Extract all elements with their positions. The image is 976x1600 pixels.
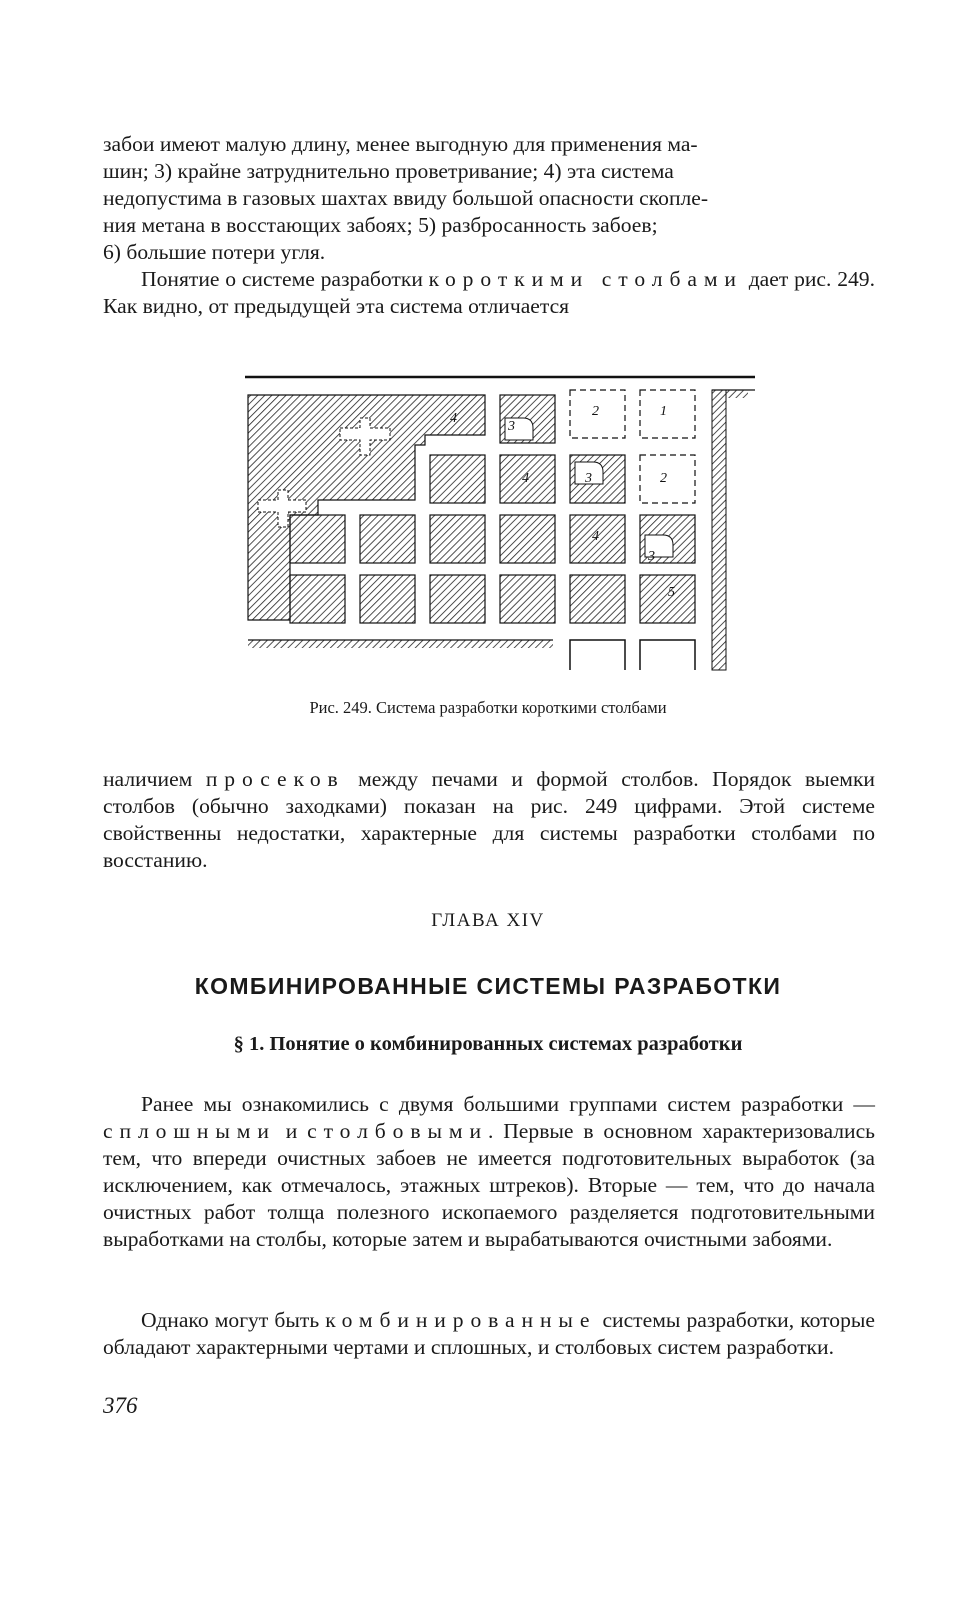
- paragraph-short-pillars: [103, 266, 875, 320]
- text-line: забои имеют малую длину, менее выгодную для применения ма-: [103, 132, 698, 156]
- emphasized-term: короткими столбами: [428, 267, 743, 291]
- text-run: системы разработки, которые обладают характерными чертами и сплошных, и столбовых систем разработки.: [103, 1308, 875, 1359]
- coal-pillar: [500, 515, 555, 563]
- chapter-title: КОМБИНИРОВАННЫЕ СИСТЕМЫ РАЗРАБОТКИ: [194, 973, 782, 999]
- page-number: 376: [103, 1393, 138, 1418]
- text-run: Ранее мы ознакомились с двумя большими группами систем разработки —: [141, 1092, 875, 1116]
- text-line: 6) большие потери угля.: [103, 240, 326, 264]
- figure-caption: Рис. 249. Система разработки короткими столбами: [309, 698, 667, 717]
- text-run: Понятие о системе разработки: [141, 267, 429, 291]
- text-run: . Первые в основном характеризовались тем, что впереди очистных забоев не имеется подготовительных выработок (за исключением, как отмечалось, этажных штреков). Вторые — тем, что до начала очистных работ толща полезного ископаемого разделяется подготовительными выработками на столбы, которые затем и вырабатываются очистными забоями.: [103, 1119, 876, 1251]
- figure-249-mine-layout: [240, 370, 760, 680]
- pillar-order-label: 4: [522, 471, 529, 486]
- pillar-order-label: 4: [592, 529, 599, 544]
- pillar-order-label: 5: [668, 585, 675, 600]
- coal-pillar: [570, 575, 625, 623]
- pillar-order-label: 3: [585, 471, 592, 486]
- coal-pillar: [290, 575, 345, 623]
- text-run: Однако могут быть: [141, 1308, 326, 1332]
- emphasized-term: столбовыми: [307, 1119, 488, 1143]
- coal-pillar: [360, 515, 415, 563]
- paragraph-crosscuts: [103, 766, 875, 874]
- section-title: § 1. Понятие о комбинированных системах разработки: [233, 1033, 743, 1055]
- pillar-outline: [570, 640, 625, 670]
- coal-pillar: [430, 455, 485, 503]
- coal-pillar: [430, 575, 485, 623]
- coal-pillar: [290, 515, 345, 563]
- pillar-order-label: 3: [508, 419, 515, 434]
- paragraph-disadvantages: [103, 131, 875, 266]
- text-line: шин; 3) крайне затруднительно проветривание; 4) эта система: [103, 159, 674, 183]
- extracted-pillar: [640, 390, 695, 438]
- coal-pillar: [500, 575, 555, 623]
- emphasized-term: просеков: [205, 767, 345, 791]
- text-line: недопустима в газовых шахтах ввиду большой опасности скопле-: [103, 186, 709, 210]
- text-run: наличием: [103, 767, 206, 791]
- pillar-order-label: 3: [648, 549, 655, 564]
- paragraph-combined-intro: [103, 1091, 875, 1253]
- emphasized-term: комбинированные: [325, 1308, 597, 1332]
- text-run: дает рис. 249. Как видно, от предыдущей эта система отличается: [103, 267, 875, 318]
- pillar-order-label: 4: [450, 411, 457, 426]
- coal-pillar: [430, 515, 485, 563]
- bottom-drift: [248, 640, 553, 648]
- pillar-order-label: 2: [660, 471, 667, 486]
- chapter-heading: ГЛАВА XIV: [431, 910, 545, 931]
- pillar-order-label: 1: [660, 404, 667, 419]
- right-border-pillar: [712, 390, 726, 670]
- pillar-order-label: 2: [592, 404, 599, 419]
- extracted-pillar: [640, 455, 695, 503]
- emphasized-term: сплошными: [103, 1119, 276, 1143]
- text-line: ния метана в восстающих забоях; 5) разбросанность забоев;: [103, 213, 658, 237]
- pillar-outline: [640, 640, 695, 670]
- text-run: и: [275, 1119, 308, 1143]
- paragraph-combined-systems: [103, 1307, 875, 1361]
- coal-pillar: [360, 575, 415, 623]
- text-run: между печами и формой столбов. Порядок выемки столбов (обычно заходками) показан на рис. 249 цифрами. Этой системе свойственны недостатки, характерные для системы разработки столбами по восстанию.: [103, 767, 875, 872]
